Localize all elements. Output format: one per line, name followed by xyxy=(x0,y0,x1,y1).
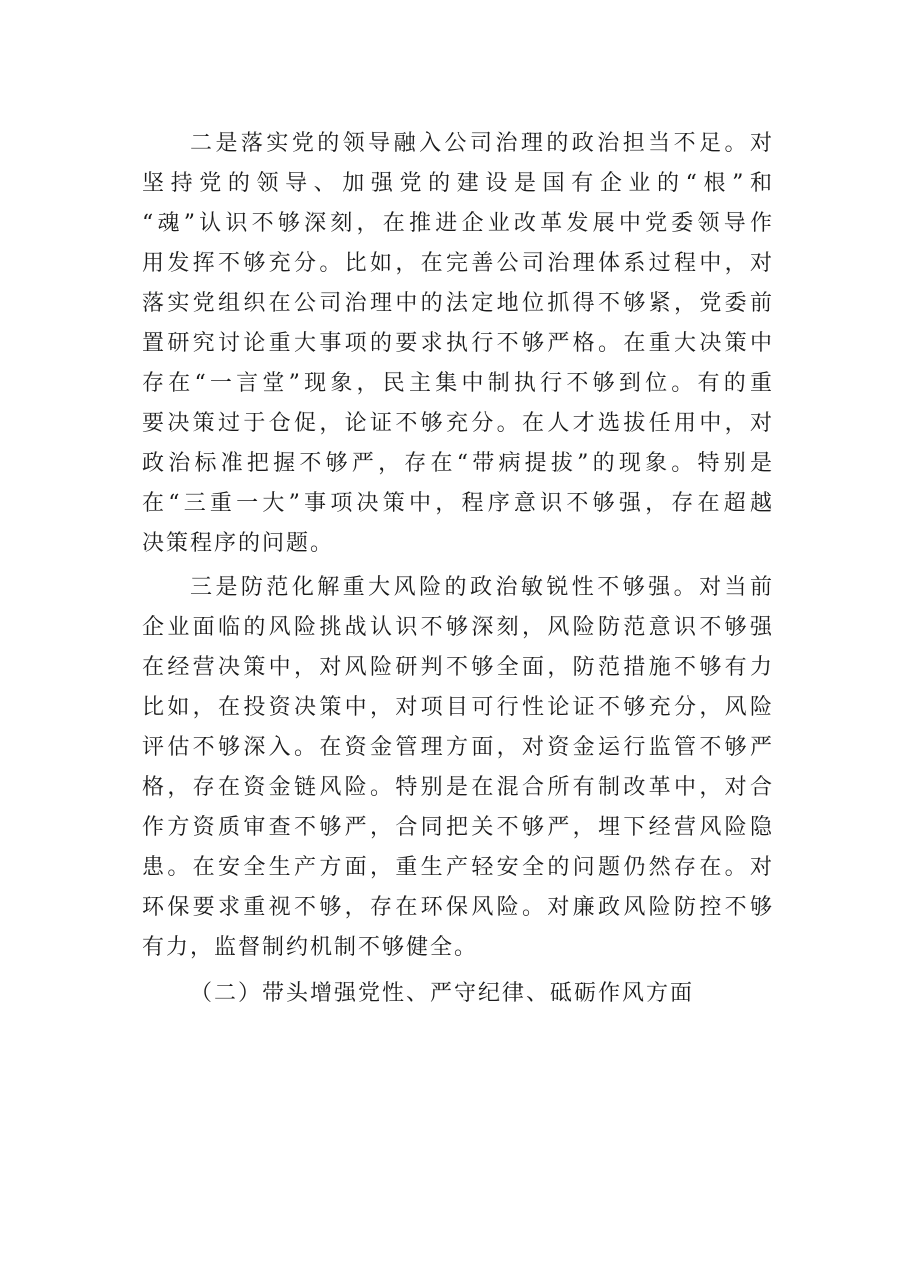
paragraph-line: 用发挥不够充分。比如，在完善公司治理体系过程中，对 xyxy=(142,251,774,276)
paragraph-line: 环保要求重视不够，存在环保风险。对廉政风险防控不够 xyxy=(142,895,774,920)
paragraph-line: 作方资质审查不够严，合同把关不够严，埋下经营风险隐 xyxy=(142,815,774,840)
paragraph-line: 评估不够深入。在资金管理方面，对资金运行监管不够严 xyxy=(142,735,774,760)
paragraph-line: 存在“一言堂”现象，民主集中制执行不够到位。有的重 xyxy=(142,371,774,396)
paragraph-line: 比如，在投资决策中，对项目可行性论证不够充分，风险 xyxy=(142,695,774,720)
paragraph-line: 企业面临的风险挑战认识不够深刻，风险防范意识不够强 xyxy=(142,615,774,640)
paragraph-risk-sensitivity xyxy=(142,568,774,968)
section-heading: （二）带头增强党性、严守纪律、砥砺作风方面 xyxy=(190,981,695,1006)
paragraph-line: 患。在安全生产方面，重生产轻安全的问题仍然存在。对 xyxy=(142,855,774,880)
paragraph-line: 在经营决策中，对风险研判不够全面，防范措施不够有力 xyxy=(142,655,774,680)
paragraph-line: 置研究讨论重大事项的要求执行不够严格。在重大决策中 xyxy=(142,331,774,356)
paragraph-line: 格，存在资金链风险。特别是在混合所有制改革中，对合 xyxy=(142,775,774,800)
paragraph-line: 二是落实党的领导融入公司治理的政治担当不足。对 xyxy=(190,131,774,156)
document-body xyxy=(142,124,774,1014)
paragraph-line: 坚持党的领导、加强党的建设是国有企业的“根”和 xyxy=(142,171,774,196)
paragraph-line: 三是防范化解重大风险的政治敏锐性不够强。对当前 xyxy=(190,575,774,600)
paragraph-line: 要决策过于仓促，论证不够充分。在人才选拔任用中，对 xyxy=(142,411,774,436)
paragraph-line: 决策程序的问题。 xyxy=(142,531,335,556)
paragraph-line: “魂”认识不够深刻，在推进企业改革发展中党委领导作 xyxy=(142,211,774,236)
paragraph-line: 政治标准把握不够严，存在“带病提拔”的现象。特别是 xyxy=(142,451,774,476)
paragraph-line: 在“三重一大”事项决策中，程序意识不够强，存在超越 xyxy=(142,491,774,516)
paragraph-line: 落实党组织在公司治理中的法定地位抓得不够紧，党委前 xyxy=(142,291,774,316)
paragraph-line: 有力，监督制约机制不够健全。 xyxy=(142,935,479,960)
paragraph-political-responsibility xyxy=(142,124,774,564)
